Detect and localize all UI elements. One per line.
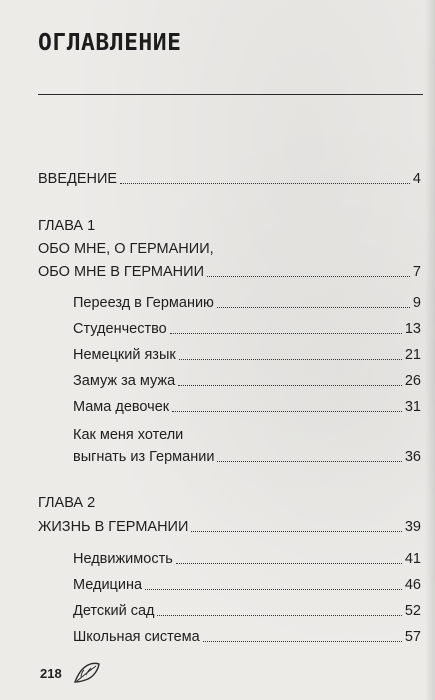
title-divider — [38, 94, 423, 95]
leader-dots — [170, 333, 402, 334]
toc-entry-label: Медицина — [73, 577, 143, 593]
toc-page-number: 26 — [404, 373, 421, 389]
toc-entry-label: Мама девочек — [73, 399, 170, 415]
toc-entry-section[interactable] — [73, 602, 421, 620]
leader-dots — [179, 359, 402, 360]
toc-entry-section[interactable] — [73, 398, 421, 416]
chapter-1-title-line1: ОБО МНЕ, О ГЕРМАНИИ, — [38, 241, 214, 257]
toc-entry-label: ОБО МНЕ В ГЕРМАНИИ — [38, 264, 204, 280]
toc-title: ОГЛАВЛЕНИЕ — [38, 30, 182, 56]
toc-page-number: 21 — [404, 347, 421, 363]
leaf-ornament-icon — [72, 660, 102, 686]
toc-entry-label: ЖИЗНЬ В ГЕРМАНИИ — [38, 519, 189, 535]
toc-entry-label: Детский сад — [73, 603, 155, 619]
toc-entry-section[interactable] — [73, 320, 421, 338]
leader-dots — [178, 385, 402, 386]
toc-entry-label: Студенчество — [73, 321, 167, 337]
toc-page-number: 9 — [412, 295, 421, 311]
toc-page-number: 57 — [404, 629, 421, 645]
toc-entry-label: Недвижимость — [73, 551, 173, 567]
toc-page-number: 7 — [412, 264, 421, 280]
toc-page-number: 36 — [404, 449, 421, 465]
toc-page-number: 13 — [404, 321, 421, 337]
toc-page-number: 39 — [404, 519, 421, 535]
page-edge-shadow — [425, 0, 435, 700]
leader-dots — [191, 531, 401, 532]
chapter-2-heading: ГЛАВА 2 — [38, 495, 96, 511]
leader-dots — [157, 615, 401, 616]
leader-dots — [120, 183, 410, 184]
chapter-1-heading: ГЛАВА 1 — [38, 218, 96, 234]
toc-entry-section[interactable] — [73, 448, 421, 466]
leader-dots — [172, 411, 402, 412]
leader-dots — [217, 461, 401, 462]
toc-page-number: 46 — [404, 577, 421, 593]
toc-page-number: 41 — [404, 551, 421, 567]
toc-entry-label: Немецкий язык — [73, 347, 176, 363]
leader-dots — [176, 563, 402, 564]
toc-entry-label: Замуж за мужа — [73, 373, 176, 389]
toc-page-number: 52 — [404, 603, 421, 619]
leader-dots — [145, 589, 402, 590]
leader-dots — [203, 641, 402, 642]
toc-entry-intro[interactable] — [38, 170, 421, 188]
leader-dots — [217, 307, 410, 308]
toc-entry-section[interactable] — [73, 576, 421, 594]
toc-entry-label: ВВЕДЕНИЕ — [38, 171, 118, 187]
toc-entry-section-line1: Как меня хотели — [73, 427, 184, 443]
toc-entry-section[interactable] — [73, 550, 421, 568]
toc-entry-section[interactable] — [73, 346, 421, 364]
toc-page-number: 31 — [404, 399, 421, 415]
toc-entry-label: выгнать из Германии — [73, 449, 215, 465]
toc-entry-section[interactable] — [73, 294, 421, 312]
toc-page-number: 4 — [412, 171, 421, 187]
toc-entry-label: Школьная система — [73, 629, 200, 645]
toc-entry-label: Переезд в Германию — [73, 295, 214, 311]
leader-dots — [207, 276, 410, 277]
toc-entry-section[interactable] — [73, 628, 421, 646]
page-number: 218 — [40, 666, 62, 681]
toc-entry-chapter-2[interactable] — [38, 518, 421, 536]
toc-entry-section[interactable] — [73, 372, 421, 390]
toc-entry-chapter-1[interactable] — [38, 263, 421, 281]
